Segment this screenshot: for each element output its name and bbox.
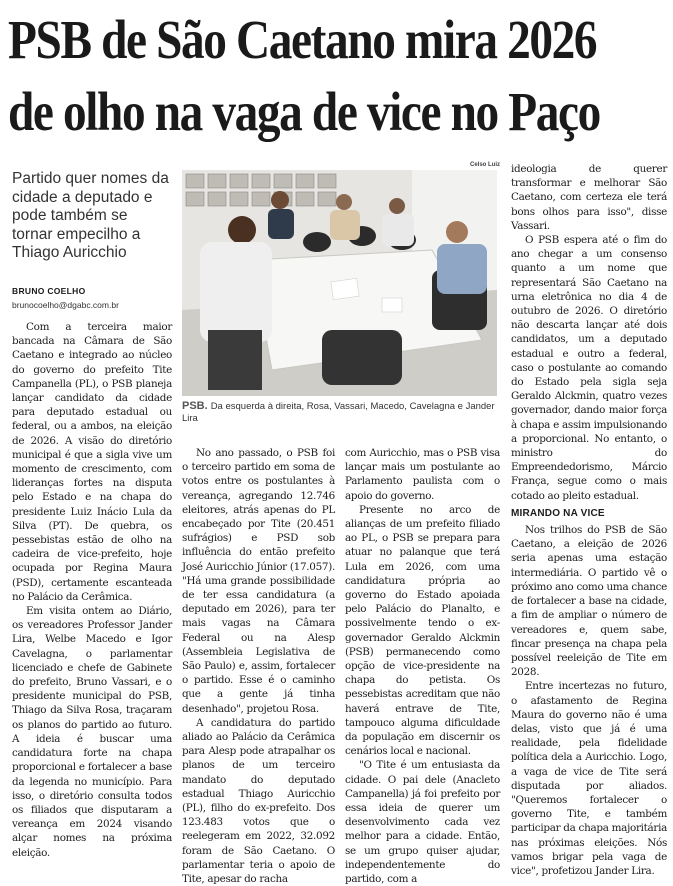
paragraph: Com a terceira maior bancada na Câmara de São Caetano e integrado ao núcleo do governo do prefeito Tite Campanella (PL), o PSB planeja lançar candidato da cidade para deputado estadual ou federal, ou a ambos, na eleição de 2026. A visão do diretório municipal é que a sigla vive um momento de crescimento, com lideranças fortes na disputa pelo Estado e na chapa do presidente Luiz Inácio Lula da Silva (PT). De quebra, os pessebistas estão de olho na cadeira de vice-prefeito, hoje ocupada por Regina Maura (PSD), certamente escanteada no Palácio da Cerâmica. — [12, 321, 172, 603]
paragraph: Nos trilhos do PSB de São Caetano, a eleição de 2026 seria apenas uma estação intermediária. O partido vê o próximo ano como uma chance de fortalecer a base na cidade, a fim de ampliar o número de vereadores e, quem sabe, fincar presença na chapa pela possível reeleição de Tite em 2028. — [511, 524, 667, 679]
paragraph: No ano passado, o PSB foi o terceiro partido em soma de votos entre os postulantes à vereança, agregando 12.746 eleitores, atrás apenas do PL encabeçado por Tite (20.451 sufrágios) e PSD sob influência do então prefeito José Auricchio Júnior (17.057). "Há uma grande possibilidade de ter essa candidatura (a deputado em 2026), para ter mais vagas na Câmara Federal ou na Alesp (Assembleia Legislativa de São Paulo) e, assim, fortalecer o partido. Esse é o caminho que a gente já tinha desenhado", projetou Rosa. — [182, 447, 335, 715]
paragraph: Presente no arco de alianças de um prefeito filiado ao PL, o PSB se prepara para atuar no palanque que terá Lula em 2026, com uma candidatura própria ao governo do Estado apoiada pelo Palácio do Planalto, e possivelmente tendo o ex-governador Geraldo Alckmin (PSB) permanecendo como opção de vice-presidente na chapa do petista. Os pessebistas acreditam que não haverá entrave de Tite, tampouco alguma dificuldade da população em discernir os cenários local e nacional. — [345, 503, 500, 758]
article-column-3 — [345, 446, 500, 886]
deck: Partido quer nomes da cidade a deputado e pode também se tornar empecilho a Thiago Auricchio — [12, 170, 169, 261]
photo-credit: Celso Luiz — [470, 162, 501, 168]
article-column-1 — [12, 320, 172, 860]
news-photo — [182, 170, 497, 396]
byline-author: BRUNO COELHO — [12, 286, 86, 296]
meeting-photo-illustration — [182, 170, 497, 396]
caption-label: PSB. — [182, 400, 208, 412]
photo-caption — [182, 400, 500, 425]
byline-email: brunocoelho@dgabc.com.br — [12, 300, 119, 310]
article-column-2 — [182, 446, 335, 886]
article-column-4 — [511, 162, 667, 878]
paragraph: Entre incertezas no futuro, o afastamento de Regina Maura do governo não é uma delas, visto que já é uma realidade, pela fidelidade política dela a Auricchio. Logo, a vaga de vice de Tite será disputada por aliados. "Queremos fortalecer o governo Tite, e também participar da chapa majoritária nas próximas eleições. Nós vamos brigar pela vaga de vice", profetizou Jander Lira. — [511, 680, 667, 877]
paragraph: ideologia de querer transformar e melhorar São Caetano, com certeza ele terá bons olhos para isso", disse Vassari. — [511, 163, 667, 232]
headline-line-2: de olho na vaga de vice no Paço — [8, 81, 600, 142]
headline-line-1: PSB de São Caetano mira 2026 — [8, 9, 597, 70]
paragraph: "O Tite é um entusiasta da cidade. O pai dele (Anacleto Campanella) já foi prefeito por essa ideia de querer um desenvolvimento cada vez melhor para a cidade. Então, se um grupo quiser ajudar, independentemente do partido, com a — [345, 759, 500, 886]
paragraph: Em visita ontem ao Diário, os vereadores Professor Jander Lira, Welbe Macedo e Igor Cavelagna, o parlamentar licenciado e chefe de Gabinete do prefeito, Bruno Vassari, e o presidente municipal do PSB, Thiago da Silva Rosa, traçaram os planos do partido ao futuro. A ideia é buscar uma candidatura forte na chapa proporcional e fortalecer a base da legenda no município. Para isso, o diretório consulta todos os filiados que disputaram a vereança em 2024 visando alçar nomes na próxima eleição. — [12, 605, 172, 859]
headline — [8, 4, 600, 148]
paragraph: O PSB espera até o fim do ano chegar a um consenso quanto a um nome que representará São Caetano na urna eletrônica no dia 4 de outubro de 2026. O diretório não descarta lançar até dois candidatos, um a deputado estadual e outro a federal, caso o postulante ao comando do Estado pela sigla seja Geraldo Alckmin, quatro vezes governador, dando maior força à chapa e assim impulsionando a proporcional. No entanto, o ministro do Empreendedorismo, Márcio França, segue como o mais cotado ao pleito estadual. — [511, 234, 667, 502]
caption-text: Da esquerda à direita, Rosa, Vassari, Macedo, Cavelagna e Jander Lira — [182, 401, 495, 424]
paragraph: com Auricchio, mas o PSB visa lançar mais um postulante ao Parlamento paulista com o apoio do governo. — [345, 447, 500, 502]
paragraph: A candidatura do partido aliado ao Palácio da Cerâmica para Alesp pode atrapalhar os planos de um terceiro mandato do deputado estadual Thiago Auricchio (PL), filho do ex-prefeito. Dos 123.483 votos que o reelegeram em 2022, 32.092 foram de São Caetano. O parlamentar teria o apoio de Tite, apesar do racha — [182, 716, 335, 886]
section-subhead: MIRANDO NA VICE — [511, 507, 605, 519]
